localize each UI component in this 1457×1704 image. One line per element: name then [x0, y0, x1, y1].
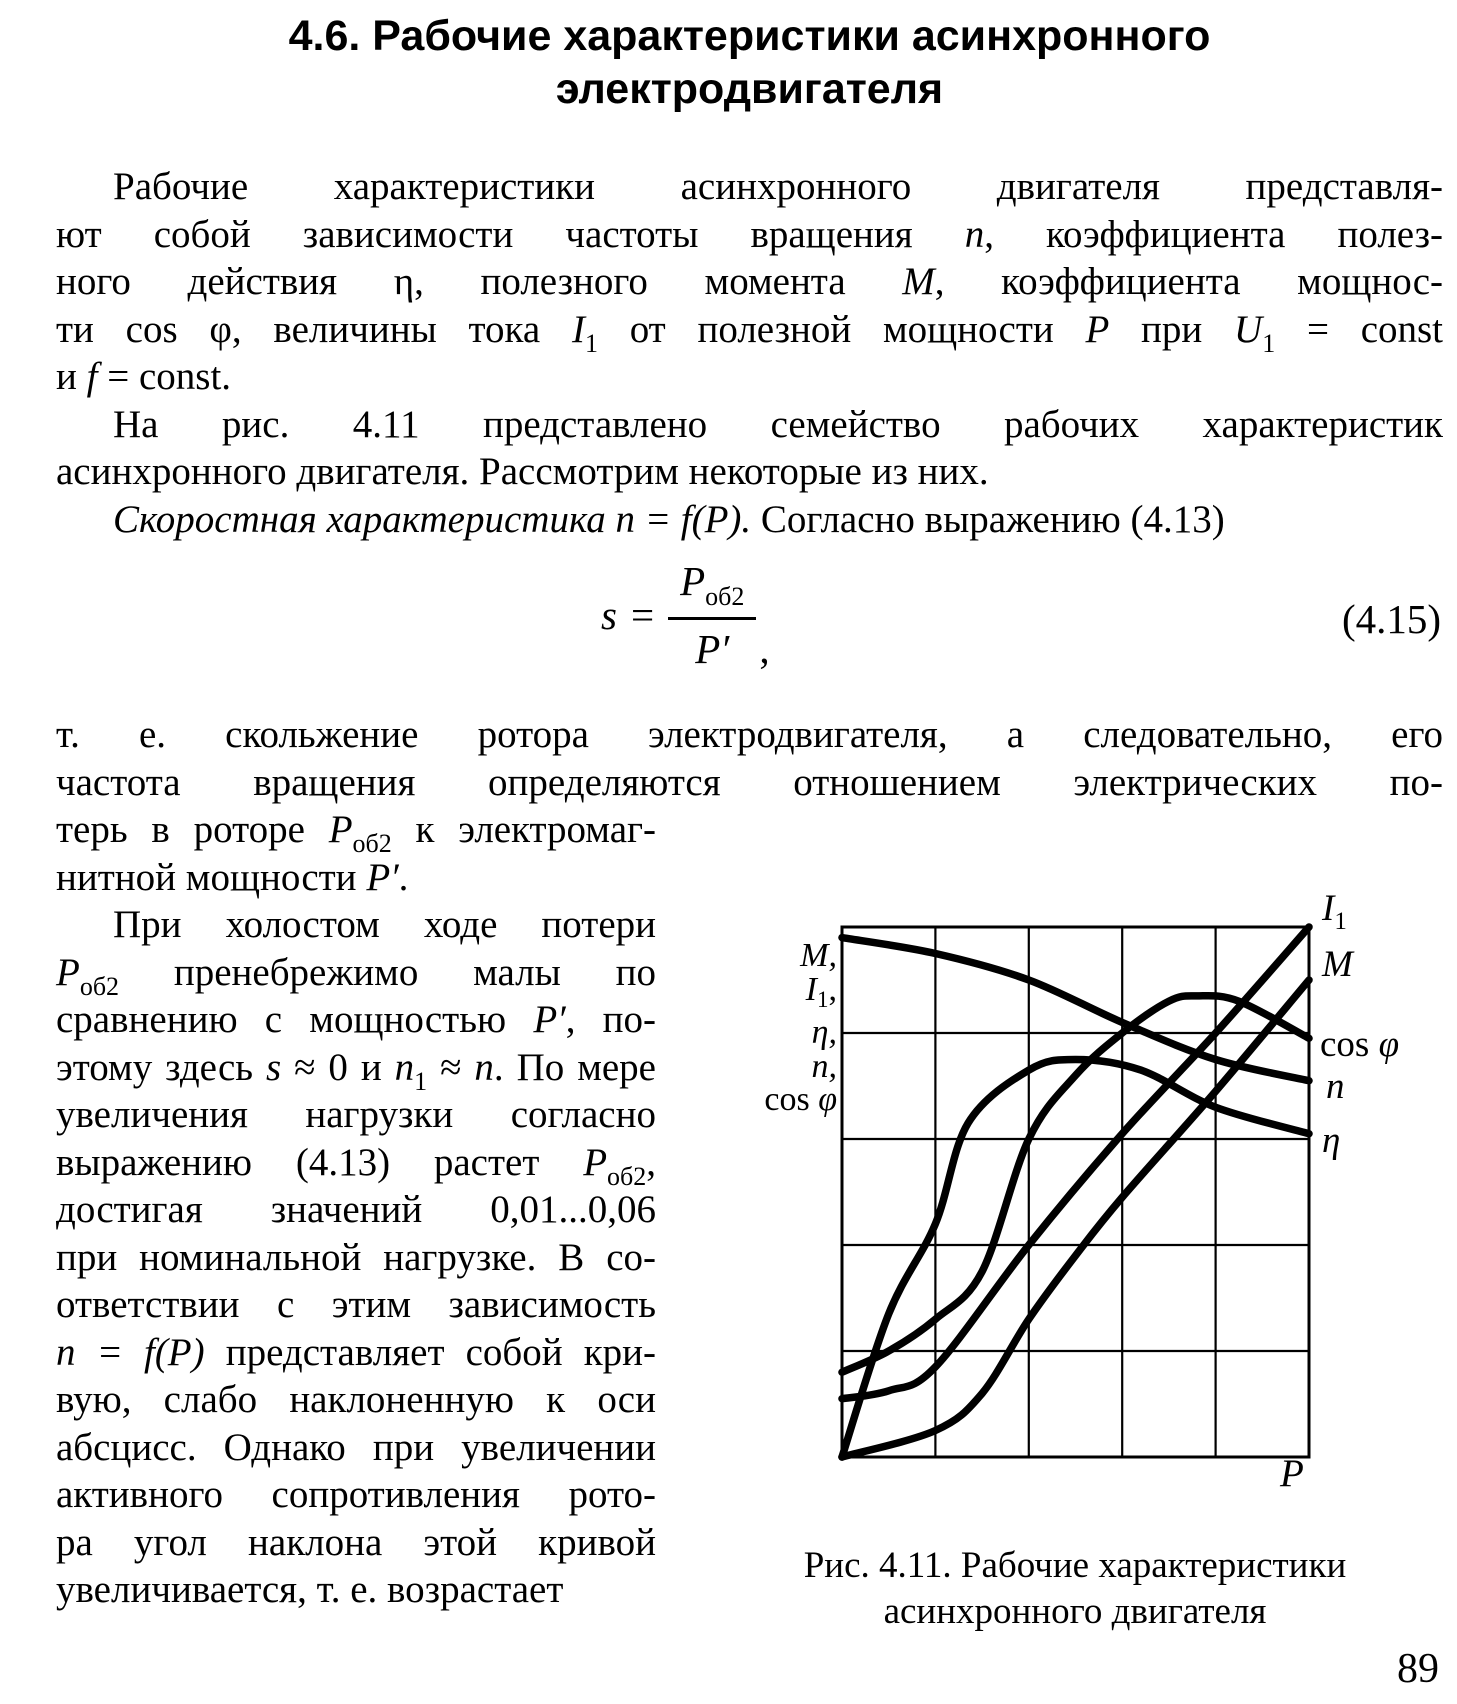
section-title-line2: электродвигателя	[555, 65, 944, 113]
text-segment: P	[583, 1140, 608, 1184]
text-line	[56, 996, 656, 1044]
text-segment: об2	[607, 1161, 647, 1191]
text-segment: n,	[811, 1047, 837, 1085]
text-segment: 1	[1262, 328, 1276, 358]
text-segment: этому здесь	[56, 1045, 266, 1089]
text-segment: φ	[1378, 1024, 1400, 1065]
curve-label-cosphi	[1320, 1023, 1399, 1066]
text-segment: I	[1322, 888, 1335, 929]
text-line	[56, 211, 1443, 259]
text-segment: сравнению с мощностью	[56, 998, 534, 1041]
text-segment: ного действия η, полезного момента	[56, 260, 903, 303]
text-segment: cos	[1320, 1024, 1379, 1065]
text-line	[56, 806, 657, 858]
text-segment: ти cos φ, величины тока	[56, 307, 572, 351]
text-line	[56, 1139, 656, 1191]
text-segment: s	[265, 1045, 282, 1089]
text-segment: I	[805, 970, 817, 1008]
text-line	[56, 1566, 656, 1614]
figure-4-11	[740, 883, 1457, 1653]
text-segment: n	[964, 212, 985, 256]
body-text-top	[56, 163, 1443, 543]
text-line	[56, 854, 656, 902]
text-segment: 1	[1334, 908, 1347, 935]
text-line	[56, 258, 1443, 306]
section-title-line1: 4.6. Рабочие характеристики асинхронного	[288, 12, 1211, 60]
text-segment: η	[1322, 1120, 1341, 1161]
text-line	[56, 1329, 656, 1377]
text-segment: P′	[533, 998, 566, 1041]
text-segment: n	[1326, 1066, 1345, 1107]
text-line	[56, 1376, 656, 1424]
equation-number: (4.15)	[1341, 596, 1441, 642]
text-segment: n	[474, 1045, 494, 1089]
fraction	[668, 557, 756, 673]
body-text-left-column	[56, 806, 656, 1614]
text-segment: , по-	[565, 998, 657, 1041]
numerator-symbol: P	[680, 558, 706, 604]
text-segment: P′	[366, 855, 399, 899]
text-segment: M	[902, 260, 935, 303]
text-segment: = const	[1275, 307, 1444, 351]
text-segment: при	[1109, 307, 1235, 351]
text-segment: , коэффициента полез-	[984, 212, 1443, 256]
text-segment: , коэффициента мощнос-	[934, 260, 1443, 303]
text-segment: пренебрежимо малы по	[119, 950, 656, 994]
equation-4-15	[56, 543, 1443, 711]
fraction-numerator	[668, 557, 756, 620]
text-line	[56, 401, 1443, 449]
text-line	[56, 949, 656, 1001]
curve-label-n	[1326, 1065, 1345, 1108]
text-line	[56, 1519, 656, 1567]
y-axis-label-stack	[740, 939, 837, 1117]
text-segment: 1	[414, 1066, 428, 1096]
y-axis-label-eta	[740, 1016, 837, 1050]
text-segment: . По мере	[493, 1045, 656, 1089]
text-line	[56, 1044, 656, 1096]
text-segment: φ	[818, 1081, 837, 1118]
text-segment: n = f(P)	[56, 1330, 205, 1374]
text-segment: На рис. 4.11 представлено семейство рабочих характеристик	[113, 402, 1443, 446]
text-segment: Скоростная характеристика n = f(P).	[113, 497, 752, 541]
text-segment: ≈ 0 и	[281, 1045, 395, 1089]
equation-formula	[601, 557, 770, 673]
text-segment: 1	[817, 986, 829, 1012]
text-segment: увеличения нагрузки согласно	[56, 1093, 656, 1136]
text-segment: ,	[646, 1140, 656, 1184]
text-segment: асинхронного двигателя. Рассмотрим некоторые из них.	[56, 450, 989, 493]
text-segment: ют собой зависимости частоты вращения	[56, 212, 965, 256]
text-segment: P	[328, 808, 353, 851]
text-segment: увеличивается, т. е. возрастает	[56, 1568, 564, 1611]
text-segment: об2	[352, 829, 392, 858]
curve-label-eta	[1322, 1119, 1340, 1162]
y-axis-label-M	[740, 939, 837, 973]
text-segment: 1	[584, 328, 598, 358]
y-axis-label-n	[740, 1047, 837, 1085]
equation-comma: ,	[759, 626, 770, 672]
text-segment: выражению (4.13) растет	[56, 1140, 584, 1184]
text-line	[56, 496, 1443, 544]
curve-label-M	[1322, 943, 1353, 986]
text-segment: частота вращения определяются отношением электрических по-	[56, 760, 1443, 804]
text-line	[56, 163, 1443, 211]
text-segment: U	[1234, 307, 1263, 351]
text-segment: ответствии с этим зависимость	[56, 1283, 656, 1326]
text-segment: абсцисс. Однако при увеличении	[56, 1425, 656, 1469]
y-axis-label-cosphi	[740, 1083, 837, 1117]
text-segment: Рабочие характеристики асинхронного двигателя представля-	[113, 165, 1443, 208]
text-segment: P	[56, 950, 80, 994]
text-segment: M,	[800, 937, 837, 974]
text-segment: .	[398, 855, 409, 899]
text-segment: M	[1322, 944, 1353, 985]
text-segment: и	[56, 355, 87, 398]
text-segment: достигая значений 0,01...0,06	[56, 1188, 656, 1231]
text-segment: f	[86, 355, 98, 398]
text-segment: представляет собой кри-	[204, 1330, 657, 1374]
equation-lhs: s	[601, 592, 617, 638]
text-segment: Согласно выражению (4.13)	[751, 497, 1225, 541]
text-segment: при номинальной нагрузке. В со-	[56, 1235, 656, 1279]
section-title	[56, 10, 1443, 116]
figure-caption-line1: Рис. 4.11. Рабочие характеристики	[803, 1545, 1347, 1586]
text-line	[56, 353, 1443, 401]
body-text-mid	[56, 711, 1443, 806]
text-line	[56, 448, 1443, 496]
text-segment: к электромаг-	[391, 808, 657, 851]
page-number: 89	[1397, 1646, 1439, 1692]
text-segment: ра угол наклона этой кривой	[56, 1520, 656, 1564]
text-segment: n	[394, 1045, 415, 1089]
text-segment: от полезной мощности	[597, 307, 1086, 351]
two-column-section	[56, 806, 1443, 1632]
text-segment: терь в роторе	[56, 808, 329, 851]
text-segment: ≈	[427, 1045, 475, 1089]
text-segment: cos	[764, 1081, 819, 1118]
figure-caption-line2: асинхронного двигателя	[883, 1591, 1267, 1632]
fraction-denominator: P′	[695, 626, 730, 672]
text-line	[56, 901, 656, 949]
numerator-subscript: об2	[705, 582, 745, 611]
text-segment: I	[571, 307, 585, 351]
text-line	[56, 711, 1443, 759]
text-line	[56, 1471, 656, 1519]
text-line	[56, 1091, 656, 1139]
y-axis-label-I1	[740, 970, 837, 1017]
text-segment: об2	[79, 971, 120, 1001]
text-segment: нитной мощности	[56, 855, 367, 899]
text-line	[56, 1234, 656, 1282]
x-axis-label-P: P	[1280, 1452, 1304, 1495]
text-segment: т. е. скольжение ротора электродвигателя, а следовательно, его	[56, 713, 1443, 756]
text-segment: = const.	[97, 355, 232, 398]
page-content	[56, 10, 1444, 1632]
figure-caption	[740, 1543, 1410, 1635]
text-segment: вую, слабо наклоненную к оси	[56, 1378, 656, 1421]
curve-label-I1	[1322, 887, 1347, 936]
text-segment: ,	[828, 970, 837, 1008]
text-line	[56, 306, 1444, 358]
text-segment: активного сопротивления рото-	[56, 1473, 656, 1516]
text-segment: P	[1085, 307, 1110, 351]
text-line	[56, 759, 1443, 807]
text-line	[56, 1281, 656, 1329]
text-segment: При холостом ходе потери	[113, 903, 656, 946]
text-line	[56, 1186, 656, 1234]
equals-sign: =	[630, 592, 655, 638]
text-line	[56, 1424, 656, 1472]
text-segment: η,	[811, 1014, 837, 1051]
